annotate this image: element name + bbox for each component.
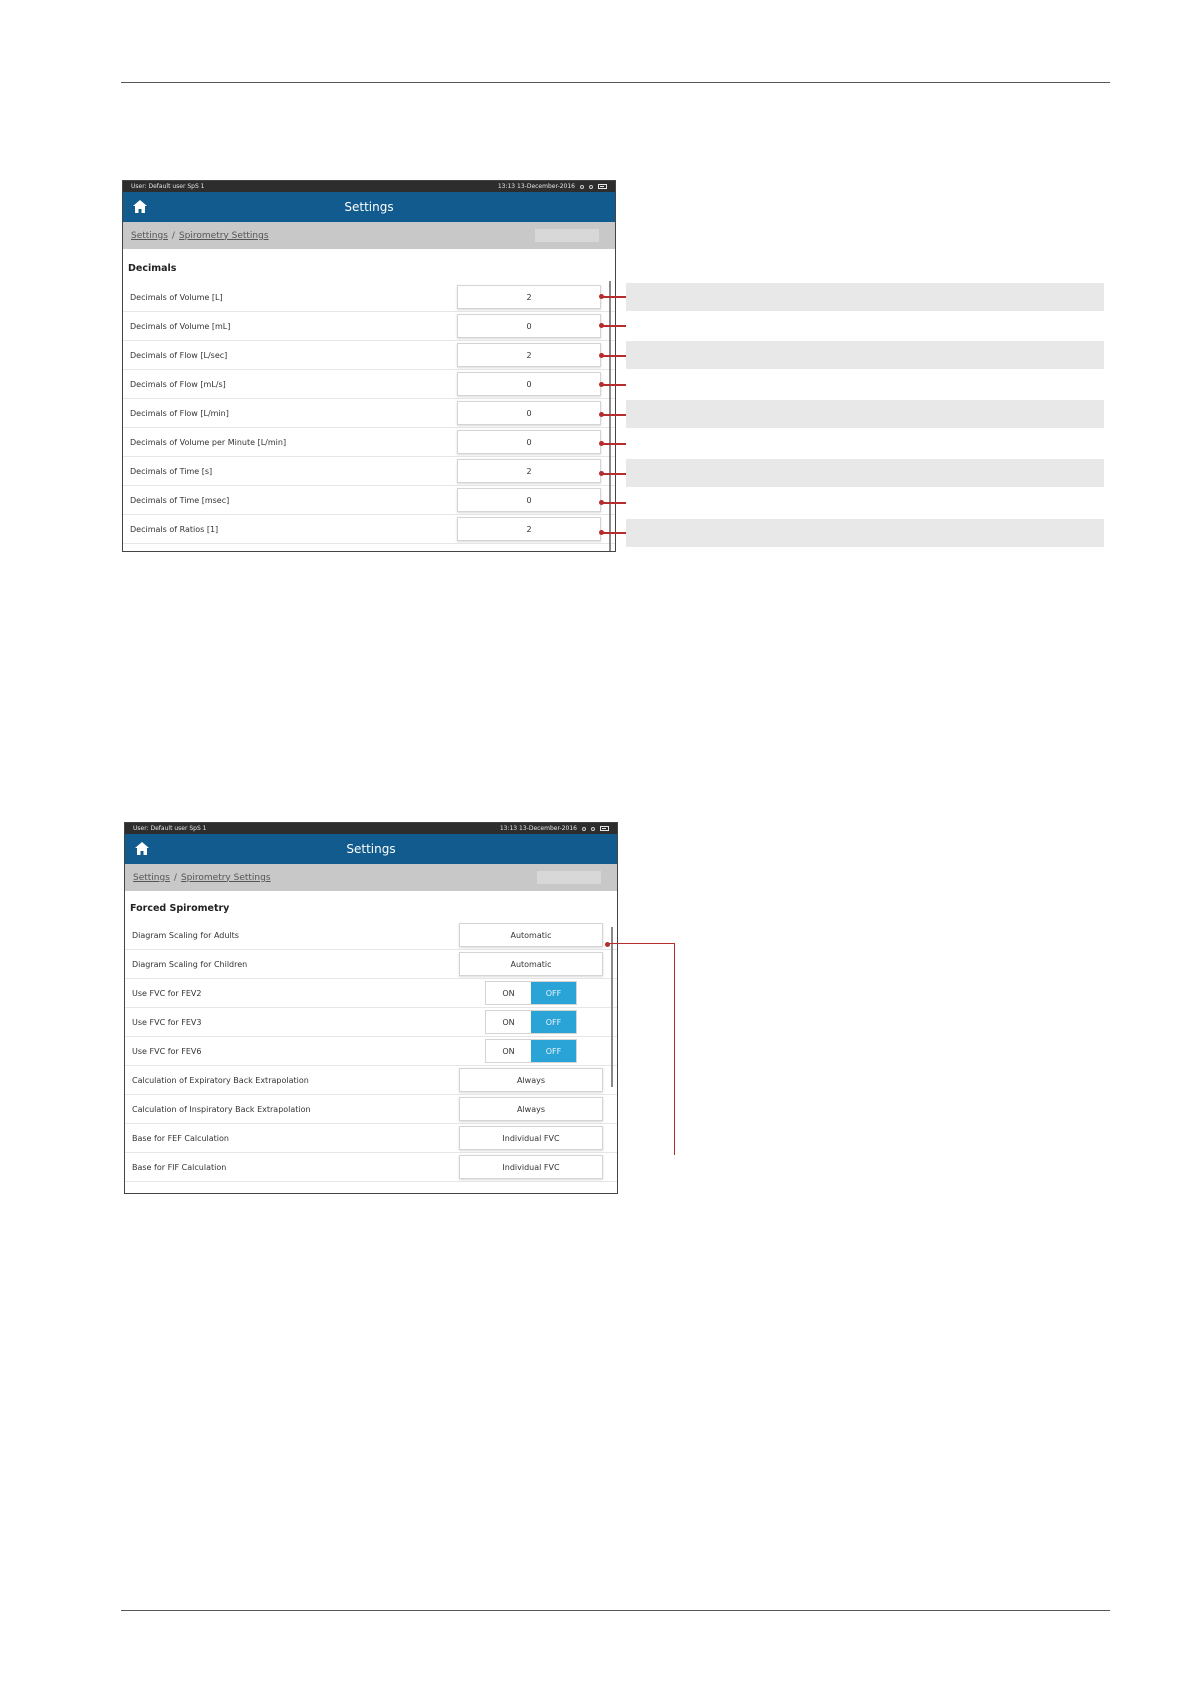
setting-value-field[interactable]: 0 xyxy=(457,488,601,512)
setting-row xyxy=(125,979,617,1008)
toggle-off-option[interactable]: OFF xyxy=(531,1040,576,1062)
battery-icon xyxy=(600,826,609,831)
leader-dot xyxy=(599,441,604,446)
leader-line xyxy=(602,384,626,386)
setting-row xyxy=(123,399,615,428)
setting-label: Decimals of Time [s] xyxy=(130,466,213,476)
leader-dot xyxy=(599,353,604,358)
settings-list xyxy=(125,921,617,1182)
setting-row xyxy=(123,428,615,457)
leader-line xyxy=(602,443,626,445)
setting-label: Decimals of Flow [mL/s] xyxy=(130,379,226,389)
leader-dot xyxy=(599,382,604,387)
setting-value-field[interactable]: 2 xyxy=(457,343,601,367)
setting-label: Calculation of Inspiratory Back Extrapolation xyxy=(132,1104,311,1114)
status-bar xyxy=(125,823,617,834)
setting-label: Calculation of Expiratory Back Extrapolation xyxy=(132,1075,309,1085)
home-icon[interactable] xyxy=(135,842,149,855)
setting-select[interactable]: Automatic xyxy=(459,952,603,976)
setting-row xyxy=(125,1008,617,1037)
callout-bar xyxy=(626,519,1104,547)
callout-bar xyxy=(626,400,1104,428)
breadcrumb xyxy=(123,222,615,249)
on-off-toggle[interactable] xyxy=(485,1010,577,1034)
leader-line xyxy=(602,325,626,327)
connection-indicator-icon xyxy=(589,185,593,189)
breadcrumb-action-placeholder xyxy=(537,871,601,884)
breadcrumb-spirometry-link[interactable]: Spirometry Settings xyxy=(178,230,269,241)
home-icon[interactable] xyxy=(133,200,147,213)
callout-bar xyxy=(626,341,1104,369)
page-title: Settings xyxy=(344,200,394,214)
setting-label: Decimals of Ratios [1] xyxy=(130,524,219,534)
setting-row xyxy=(125,921,617,950)
status-datetime: 13:13 13-December-2016 xyxy=(497,183,575,190)
settings-screen-decimals xyxy=(122,180,616,552)
scrollbar[interactable] xyxy=(609,281,611,551)
toggle-off-option[interactable]: OFF xyxy=(531,982,576,1004)
setting-label: Diagram Scaling for Children xyxy=(132,959,248,969)
setting-label: Diagram Scaling for Adults xyxy=(132,930,239,940)
setting-value-field[interactable]: 0 xyxy=(457,430,601,454)
setting-row xyxy=(125,1153,617,1182)
leader-dot xyxy=(599,530,604,535)
setting-select[interactable]: Individual FVC xyxy=(459,1126,603,1150)
on-off-toggle[interactable] xyxy=(485,981,577,1005)
setting-label: Use FVC for FEV2 xyxy=(132,988,202,998)
setting-value-field[interactable]: 0 xyxy=(457,314,601,338)
setting-select[interactable]: Automatic xyxy=(459,923,603,947)
leader-dot xyxy=(599,294,604,299)
setting-value-field[interactable]: 2 xyxy=(457,517,601,541)
setting-row xyxy=(123,312,615,341)
section-title: Decimals xyxy=(128,263,177,274)
leader-dot xyxy=(599,471,604,476)
setting-value-field[interactable]: 2 xyxy=(457,459,601,483)
setting-value-field[interactable]: 0 xyxy=(457,401,601,425)
breadcrumb-separator: / xyxy=(171,230,175,241)
setting-label: Decimals of Flow [L/min] xyxy=(130,408,229,418)
page-top-rule xyxy=(121,82,1110,83)
setting-value-field[interactable]: 0 xyxy=(457,372,601,396)
toggle-on-option[interactable]: ON xyxy=(486,1040,531,1062)
title-bar xyxy=(125,834,617,864)
setting-row xyxy=(123,457,615,486)
toggle-on-option[interactable]: ON xyxy=(486,982,531,1004)
leader-line xyxy=(602,355,626,357)
setting-row xyxy=(125,950,617,979)
setting-row xyxy=(125,1095,617,1124)
leader-line xyxy=(608,943,674,944)
leader-line xyxy=(674,943,675,1155)
leader-dot xyxy=(599,323,604,328)
leader-line xyxy=(602,532,626,534)
setting-select[interactable]: Always xyxy=(459,1097,603,1121)
breadcrumb-settings-link[interactable]: Settings xyxy=(133,872,170,883)
leader-line xyxy=(602,296,626,298)
settings-indicator-icon xyxy=(582,827,586,831)
leader-line xyxy=(602,473,626,475)
breadcrumb-separator: / xyxy=(173,872,177,883)
status-user: User: Default user SpS 1 xyxy=(131,183,205,190)
leader-line xyxy=(602,414,626,416)
setting-row xyxy=(123,370,615,399)
toggle-on-option[interactable]: ON xyxy=(486,1011,531,1033)
section-title: Forced Spirometry xyxy=(130,903,230,914)
connection-indicator-icon xyxy=(591,827,595,831)
setting-row xyxy=(125,1037,617,1066)
toggle-off-option[interactable]: OFF xyxy=(531,1011,576,1033)
setting-label: Use FVC for FEV3 xyxy=(132,1017,202,1027)
setting-label: Decimals of Volume [L] xyxy=(130,292,223,302)
setting-row xyxy=(125,1124,617,1153)
status-bar xyxy=(123,181,615,192)
setting-row xyxy=(125,1066,617,1095)
setting-label: Decimals of Time [msec] xyxy=(130,495,230,505)
status-datetime: 13:13 13-December-2016 xyxy=(499,825,577,832)
setting-row xyxy=(123,515,615,544)
breadcrumb xyxy=(125,864,617,891)
breadcrumb-spirometry-link[interactable]: Spirometry Settings xyxy=(180,872,271,883)
setting-label: Base for FIF Calculation xyxy=(132,1162,227,1172)
breadcrumb-action-placeholder xyxy=(535,229,599,242)
status-user: User: Default user SpS 1 xyxy=(133,825,207,832)
setting-row xyxy=(123,283,615,312)
setting-select[interactable]: Always xyxy=(459,1068,603,1092)
callout-bar xyxy=(626,459,1104,487)
setting-row xyxy=(123,486,615,515)
setting-label: Decimals of Volume [mL] xyxy=(130,321,231,331)
setting-value-field[interactable]: 2 xyxy=(457,285,601,309)
settings-screen-forced-spirometry xyxy=(124,822,618,1194)
title-bar xyxy=(123,192,615,222)
callout-bar xyxy=(626,283,1104,311)
breadcrumb-settings-link[interactable]: Settings xyxy=(131,230,168,241)
on-off-toggle[interactable] xyxy=(485,1039,577,1063)
settings-list xyxy=(123,283,615,544)
setting-label: Use FVC for FEV6 xyxy=(132,1046,202,1056)
scrollbar[interactable] xyxy=(611,927,613,1087)
leader-dot xyxy=(599,500,604,505)
setting-label: Decimals of Volume per Minute [L/min] xyxy=(130,437,287,447)
setting-row xyxy=(123,341,615,370)
page-bottom-rule xyxy=(121,1610,1110,1611)
leader-line xyxy=(602,502,626,504)
page-title: Settings xyxy=(346,842,396,856)
battery-icon xyxy=(598,184,607,189)
setting-label: Base for FEF Calculation xyxy=(132,1133,229,1143)
settings-indicator-icon xyxy=(580,185,584,189)
leader-dot xyxy=(599,412,604,417)
setting-select[interactable]: Individual FVC xyxy=(459,1155,603,1179)
setting-label: Decimals of Flow [L/sec] xyxy=(130,350,228,360)
